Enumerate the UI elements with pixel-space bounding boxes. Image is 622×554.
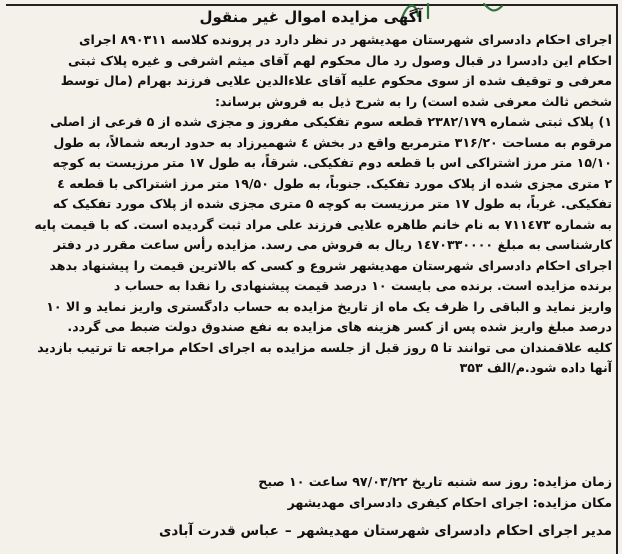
signature-name: عباس قدرت آبادی bbox=[159, 523, 279, 539]
signature-separator: – bbox=[284, 523, 292, 539]
body-line: تفکیکی. غرباً، به طول ۱۷ متر مرزیست به کوچه ۵ متری مجزی شده از پلاک مورد تفکیک که bbox=[52, 196, 612, 211]
body-line: اجرای احکام دادسرای شهرستان مهدیشهر شروع و کسی که بالاترین قیمت را پیشنهاد بدهد bbox=[49, 257, 612, 273]
body-line: آنها داده شود.م/الف ۳۵۳ bbox=[459, 360, 612, 375]
body-line: به شماره ۷۱۱٤۷۳ به نام خانم طاهره علایی فرزند علی مراد ثبت گردیده است. که با قیمت پایه bbox=[34, 216, 612, 232]
body-line: مرقوم به مساحت ۳۱۶/۲۰ مترمربع واقع در بخش ٤ شهمیرزاد به حدود اربعه شمالاً، به طول bbox=[53, 134, 612, 150]
signature-role: مدیر اجرای احکام دادسرای شهرستان مهدیشهر bbox=[297, 523, 612, 539]
body-line: اجرای احکام دادسرای شهرستان مهدیشهر در نظر دارد در پرونده کلاسه ۸۹۰۳۱۱ اجرای bbox=[78, 32, 612, 47]
right-border-line bbox=[616, 4, 618, 554]
body-line: کلیه علاقمندان می توانند تا ۵ روز قبل از جلسه مزایده به اجرای احکام مراجعه تا ترتیب بازدید bbox=[37, 339, 612, 355]
body-line: برنده مزایده است. برنده می بایست ۱۰ درصد قیمت پیشنهادی را نقدا به حساب د bbox=[113, 278, 612, 293]
auction-details bbox=[12, 471, 612, 513]
body-line: ۱) پلاک ثبتی شماره ۲۳۸۲/۱۷۹ قطعه سوم تفکیکی مفروز و مجزی شده از ۵ فرعی از اصلی bbox=[50, 114, 612, 129]
body-line: ۱۵/۱۰ متر مرز اشتراکی اس با قطعه دوم تفکیکی. شرقاً، به طول ۱۷ متر مرزیست به کوچه bbox=[52, 155, 612, 170]
signature-line bbox=[12, 520, 612, 542]
body-line: کارشناسی به مبلغ ۱٤۷۰۳۳۰۰۰۰ ریال به فروش می رسد. مزایده رأس ساعت مقرر در دفتر bbox=[53, 237, 612, 252]
body-line: معرفی و توقیف شده از سوی محکوم علیه آقای علاءالدین علایی فرزند بهرام (مال توسط bbox=[60, 73, 612, 88]
body-line: احکام این دادسرا در قبال وصول رد مال محکوم لهم آقای میثم اشرفی و غیره پلاک ثبتی bbox=[67, 52, 612, 68]
notice-body bbox=[12, 30, 612, 379]
auction-place: مکان مزایده: اجرای احکام کیفری دادسرای مهدیشهر bbox=[287, 495, 612, 510]
notice-title: آگهی مزایده اموال غیر منقول bbox=[199, 8, 423, 26]
body-line: ۲ متری مجزی شده از پلاک مورد تفکیک. جنوباً، به طول ۱۹/۵۰ متر مرز اشتراکی با قطعه ٤ bbox=[57, 175, 612, 191]
body-line: واریز نماید و الباقی را ظرف یک ماه از تاریخ مزایده به حساب دادگستری واریز نماید و الا ۱۰ bbox=[46, 298, 612, 314]
body-line: شخص ثالث معرفی شده است) را به شرح ذیل به فروش برساند: bbox=[214, 93, 612, 109]
body-line: درصد مبلغ واریز شده پس از کسر هزینه های مزایده به نفع صندوق دولت ضبط می گردد. bbox=[67, 319, 612, 334]
auction-time: زمان مزایده: روز سه شنبه تاریخ ۹۷/۰۳/۲۲ ساعت ۱۰ صبح bbox=[258, 474, 612, 489]
